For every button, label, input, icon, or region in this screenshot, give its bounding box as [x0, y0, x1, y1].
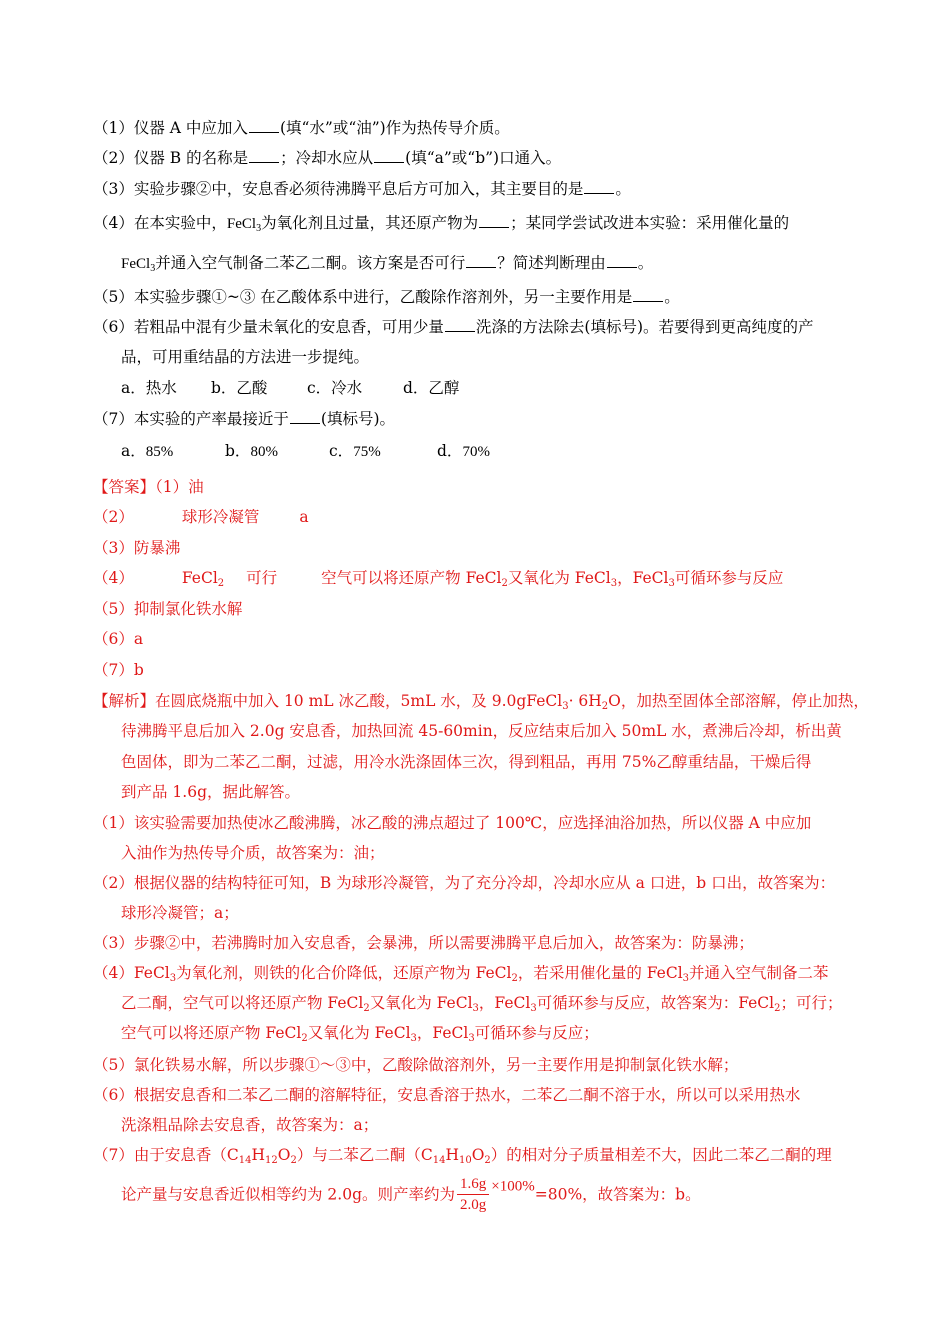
- chem-formula: FeCl$_3$: [121, 256, 156, 274]
- analysis-intro-line-2: 待沸腾平息后加入 2.0g 安息香，加热回流 45-60min，反应结束后加入 50mL 水，煮沸后冷却，析出黄: [121, 722, 842, 740]
- analysis-2-line-1: （2）根据仪器的结构特征可知，B 为球形冷凝管，为了充分冷却，冷却水应从 a 口进，b 口出，故答案为：: [93, 874, 836, 892]
- chem-formula: FeCl$_3$: [226, 216, 262, 234]
- question-6-line-1: （6）若粗品中混有少量未氧化的安息香，可用少量 洗涤的方法除去(填标号)。若要得到更高纯度的产: [93, 318, 814, 336]
- analysis-1-line-1: （1）该实验需要加热使冰乙酸沸腾，冰乙酸的沸点超过了 100℃，应选择油浴加热，所以仪器 A 中应加: [93, 814, 812, 832]
- answer-blank: [249, 118, 279, 133]
- option-a: a．85%: [121, 442, 174, 460]
- answer-7: （7）b: [93, 661, 144, 679]
- yield-fraction: $\frac{1.6g}{2.0g}$: [457, 1174, 489, 1215]
- analysis-tag: 【解析】: [93, 692, 156, 710]
- analysis-5-line-1: （5）氯化铁易水解，所以步骤①～③中，乙酸除做溶剂外，另一主要作用是抑制氯化铁水解；: [93, 1056, 739, 1074]
- question-6-options: [121, 378, 459, 398]
- answer-1: 【答案】（1）油: [93, 478, 204, 496]
- option-b: b．80%: [225, 442, 278, 460]
- answer-5: （5）抑制氯化铁水解: [93, 600, 243, 618]
- answer-tag: 【答案】: [93, 478, 156, 496]
- option-b: b．乙酸: [211, 379, 268, 397]
- answer-blank: [479, 213, 509, 228]
- option-c: c．冷水: [307, 379, 363, 397]
- answer-2: （2） 球形冷凝管 a: [93, 508, 309, 526]
- analysis-4-line-2: 乙二酮，空气可以将还原产物 FeCl$_2$又氧化为 FeCl$_3$，FeCl$_3$可循环参与反应，故答案为：FeCl$_2$；可行；: [121, 994, 843, 1014]
- analysis-6-line-2: 洗涤粗品除去安息香，故答案为：a；: [121, 1116, 379, 1134]
- analysis-7-line-1: （7）由于安息香$(C_{14}H_{12}O_2)$与二苯乙二酮$(C_{14}H_{10}O_2)$的相对分子质量相差不大，因此二苯乙二酮的理: [93, 1146, 832, 1166]
- analysis-6-line-1: （6）根据安息香和二苯乙二酮的溶解特征，安息香溶于热水，二苯乙二酮不溶于水，所以可以采用热水: [93, 1086, 801, 1104]
- analysis-4-line-3: 空气可以将还原产物 FeCl$_2$又氧化为 FeCl$_3$，FeCl$_3$可循环参与反应；: [121, 1024, 599, 1044]
- analysis-3-line-1: （3）步骤②中，若沸腾时加入安息香，会暴沸，所以需要沸腾平息后加入，故答案为：防暴沸；: [93, 934, 754, 952]
- option-d: d．乙醇: [403, 379, 460, 397]
- option-c: c．75%: [329, 442, 381, 460]
- answer-blank: [584, 179, 614, 194]
- answer-blank: [445, 317, 475, 332]
- analysis-intro-line-4: 到产品 1.6g，据此解答。: [121, 783, 300, 801]
- answer-blank: [249, 148, 279, 163]
- question-6-line-2: 品，可用重结晶的方法进一步提纯。: [121, 348, 370, 366]
- answer-6: （6）a: [93, 630, 144, 648]
- analysis-intro-line-3: 色固体，即为二苯乙二酮，过滤，用冷水洗涤固体三次，得到粗品，再用 75%乙醇重结晶，干燥后得: [121, 753, 812, 771]
- question-1: （1）仪器 A 中应加入 (填“水”或“油”)作为热传导介质。: [93, 119, 510, 137]
- question-3: （3）实验步骤②中，安息香必须待沸腾平息后方可加入，其主要目的是 。: [93, 180, 631, 198]
- analysis-intro-line-1: 【解析】在圆底烧瓶中加入 10 mL 冰乙酸，5mL 水，及 9.0gFeCl$_3$· $6H_2O$，加热至固体全部溶解，停止加热，: [93, 692, 869, 712]
- answer-blank: [466, 253, 496, 268]
- option-a: a．热水: [121, 379, 177, 397]
- question-7-options: [121, 441, 490, 462]
- question-7: （7）本实验的产率最接近于 (填标号)。: [93, 410, 395, 428]
- option-d: d．70%: [437, 442, 490, 460]
- answer-3: （3）防暴沸: [93, 539, 181, 557]
- analysis-1-line-2: 入油作为热传导介质，故答案为：油；: [121, 844, 385, 862]
- answer-blank: [290, 409, 320, 424]
- question-2: （2）仪器 B 的名称是 ；冷却水应从 (填“a”或“b”)口通入。: [93, 149, 562, 167]
- question-4-line-1: （4）在本实验中，FeCl$_3$为氧化剂且过量，其还原产物为 ；某同学尝试改进本实验：采用催化量的: [93, 214, 790, 234]
- answer-blank: [633, 287, 663, 302]
- analysis-4-line-1: （4）FeCl$_3$为氧化剂，则铁的化合价降低，还原产物为 FeCl$_2$，若采用催化量的 FeCl$_3$并通入空气制备二苯: [93, 964, 829, 984]
- question-5: （5）本实验步骤①~③ 在乙酸体系中进行，乙酸除作溶剂外，另一主要作用是 。: [93, 288, 680, 306]
- answer-blank: [607, 253, 637, 268]
- analysis-2-line-2: 球形冷凝管；a；: [121, 904, 239, 922]
- answer-4: （4） FeCl$_2$ 可行 空气可以将还原产物 FeCl$_2$又氧化为 FeCl$_3$，FeCl$_3$可循环参与反应: [93, 569, 784, 589]
- analysis-7-line-2: 论产量与安息香近似相等约为 2.0g。则产率约为 $\frac{1.6g}{2.0g}$ ×100%=80%，故答案为：b。: [121, 1176, 701, 1213]
- question-4-line-2: FeCl$_3$并通入空气制备二苯乙二酮。该方案是否可行 ？简述判断理由 。: [121, 254, 654, 274]
- answer-blank: [374, 148, 404, 163]
